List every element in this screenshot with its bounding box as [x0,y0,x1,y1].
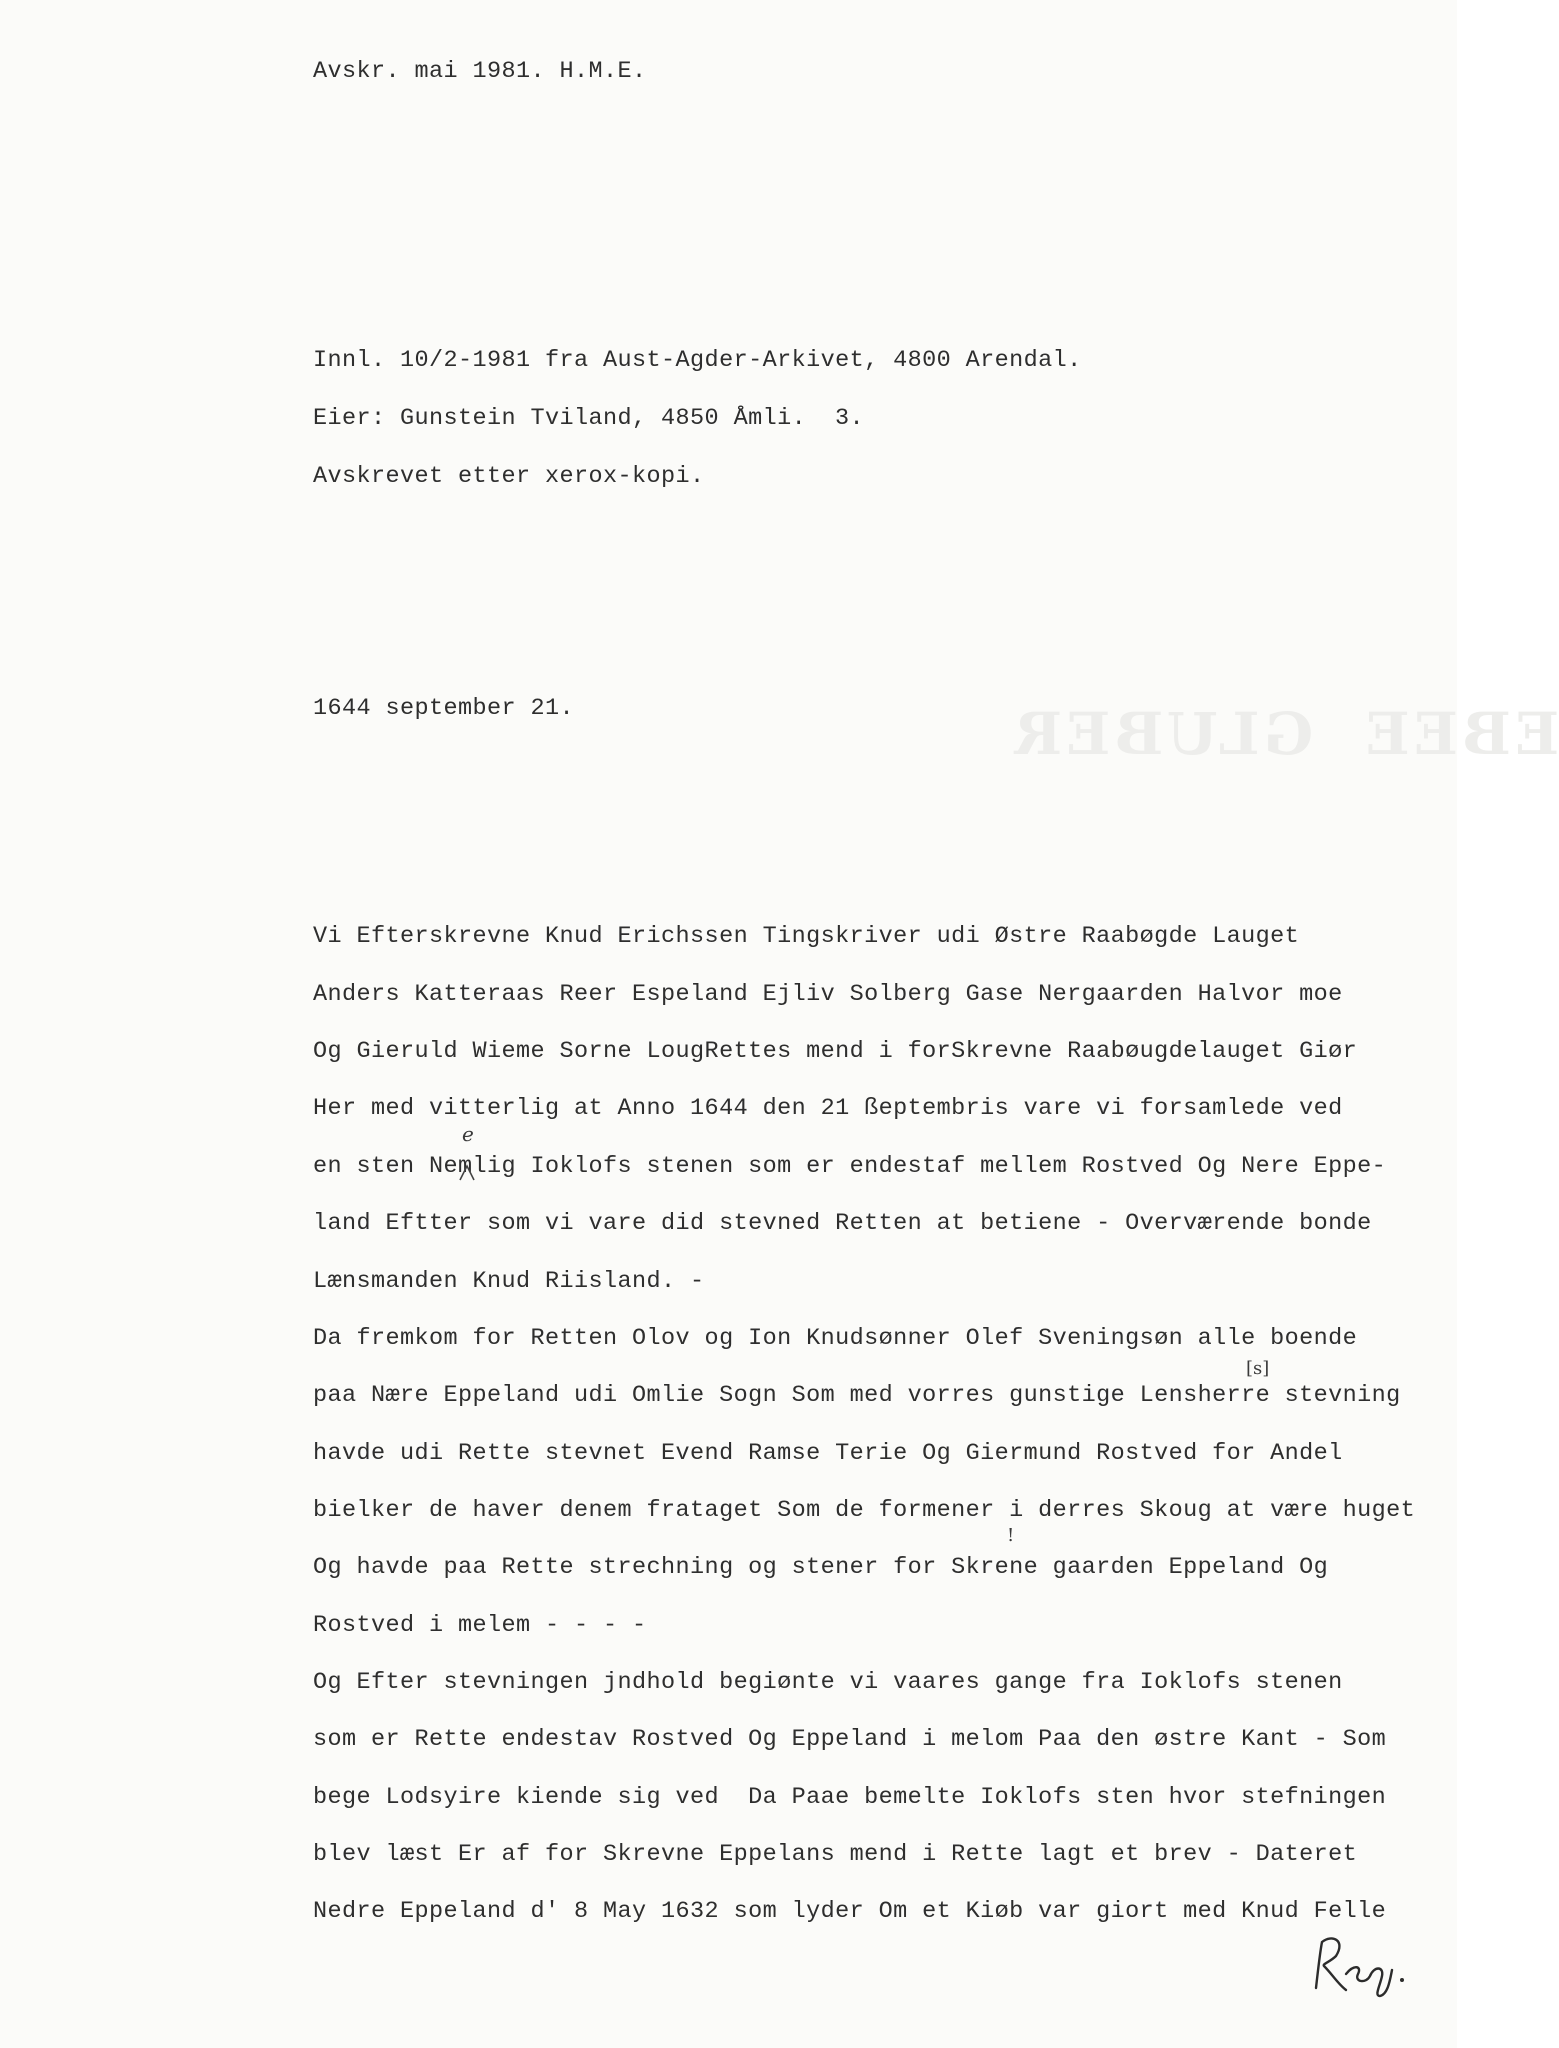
body-line: bielker de haver denem frataget Som de formener i derres Skoug at være huget [313,1497,1416,1524]
body-line: Her med vitterlig at Anno 1644 den 21 ßeptembris vare vi forsamlede ved [313,1095,1343,1122]
caret-insert-icon [458,1162,476,1182]
margin-tick-annotation: ! [1007,1525,1015,1546]
body-line: en sten Nemlig Ioklofs stenen som er endestaf mellem Rostved Og Nere Eppe- [313,1153,1387,1180]
body-line: bege Lodsyire kiende sig ved Da Paae bemelte Ioklofs sten hvor stefningen [313,1784,1387,1811]
reg-signature-icon [1310,1930,1410,2000]
body-line: Og Efter stevningen jndhold begiønte vi vaares gange fra Ioklofs stenen [313,1669,1343,1696]
body-line: blev læst Er af for Skrevne Eppelans mend i Rette lagt et brev - Dateret [313,1841,1358,1868]
body-line: havde udi Rette stevnet Evend Ramse Terie Og Giermund Rostved for Andel [313,1440,1343,1467]
body-line: som er Rette endestav Rostved Og Eppeland i melom Paa den østre Kant - Som [313,1726,1387,1753]
body-line: Da fremkom for Retten Olov og Ion Knudsønner Olef Sveningsøn alle boende [313,1325,1358,1352]
body-line: Anders Katteraas Reer Espeland Ejliv Solberg Gase Nergaarden Halvor moe [313,981,1343,1008]
transcription-note: Avskr. mai 1981. H.M.E. [313,58,647,85]
body-line: Nedre Eppeland d' 8 May 1632 som lyder Om et Kiøb var giort med Knud Felle [313,1898,1387,1925]
body-line: Vi Efterskrevne Knud Erichssen Tingskriver udi Østre Raabøgde Lauget [313,923,1300,950]
bleed-through-ghost: EBEE GLUBER [1010,700,1559,768]
body-line: Og havde paa Rette strechning og stener for Skrene gaarden Eppeland Og [313,1554,1329,1581]
document-date: 1644 september 21. [313,695,575,722]
body-line: Rostved i melem - - - - [313,1612,647,1639]
bracket-s-annotation: [s] [1246,1358,1270,1379]
superscript-e-annotation: e [462,1122,474,1146]
body-line: land Eftter som vi vare did stevned Retten at betiene - Overværende bonde [313,1210,1372,1237]
body-line: Lænsmanden Knud Riisland. - [313,1268,705,1295]
received-line: Innl. 10/2-1981 fra Aust-Agder-Arkivet, 4800 Arendal. [313,347,1082,374]
owner-text: Eier: Gunstein Tviland, 4850 Åmli. [313,405,807,432]
body-line: paa Nære Eppeland udi Omlie Sogn Som med vorres gunstige Lensherre stevning [313,1382,1401,1409]
document-number: 3. [835,405,865,432]
source-line: Avskrevet etter xerox-kopi. [313,463,705,490]
body-line: Og Gieruld Wieme Sorne LougRettes mend i forSkrevne Raabøugdelauget Giør [313,1038,1358,1065]
